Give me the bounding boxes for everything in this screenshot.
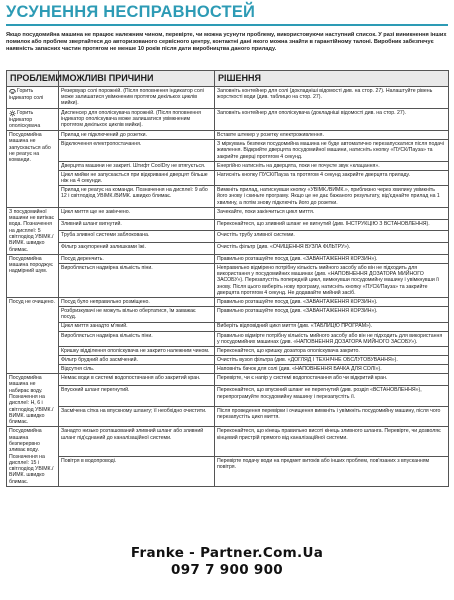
- cause-cell: Виробляється надмірна кількість піни.: [59, 263, 215, 297]
- cause-cell: Резервуар солі порожній. (Після поповнення індикатор солі може залишатися увімкненим протягом декількох циклів мийки).: [59, 87, 215, 109]
- cause-cell: Повітря в водопроводі.: [59, 457, 215, 487]
- problem-text: Горить індикатор солі: [9, 87, 44, 101]
- cause-cell: Занадто низько розташований зливний шланг або зливний шланг під'єднаний до каналізаційної системи.: [59, 427, 215, 457]
- solution-cell: З міркувань безпеки посудомийна машина не буде автоматично перезапускатися після подачі живлення. Відкрийте дверцята посудомийної машини, натисніть кнопку «ПУСК/Пауза» та закрийте дверці протягом 4 секунд.: [215, 140, 449, 162]
- table-row: [7, 322, 449, 331]
- cause-cell: Відключення електропостачання.: [59, 140, 215, 162]
- solution-cell: Заповніть контейнер для солі (докладніші відомості див. на стор. 27). Налаштуйте рівень жорсткості води (див. таблицю на стор. 27).: [215, 87, 449, 109]
- table-row: [7, 307, 449, 322]
- cause-cell: Впускний шланг перегнутий.: [59, 386, 215, 407]
- cause-cell: Посуд деренчить.: [59, 254, 215, 263]
- solution-cell: Правильно розташуйте посуд (див. «ЗАВАНТАЖЕННЯ КОРЗИН»).: [215, 254, 449, 263]
- table-row: [7, 207, 449, 219]
- cause-cell: Кришку відділення ополіскувача не закрито належним чином.: [59, 347, 215, 356]
- cause-cell: Розбризкувачі не можуть вільно обертатися, їм заважає посуд.: [59, 307, 215, 322]
- solution-cell: Переконайтеся, що зливний шланг не вигнутий (див. ІНСТРУКЦІЮ З ВСТАНОВЛЕННЯ).: [215, 219, 449, 231]
- problem-text: Горить індикатор ополіскувача: [9, 109, 41, 129]
- watermark-phone: 097 7 900 900: [171, 562, 283, 578]
- table-row: [7, 298, 449, 307]
- solution-cell: Очистіть вузол фільтра (див. «ДОГЛЯД І ТЕХНІЧНЕ ОБСЛУГОВУВАННЯ»).: [215, 356, 449, 365]
- solution-cell: Очистіть фільтр (див. «ОЧИЩЕННЯ ВУЗЛА ФІЛЬТРУ»).: [215, 243, 449, 255]
- table-row: [7, 406, 449, 427]
- problem-text: Посуд не очищено.: [9, 299, 55, 306]
- solution-cell: Переконайтеся, що кришку дозатора ополіскувача закрито.: [215, 347, 449, 356]
- problem-text: З посудомийної машини не витікає вода. Позначення на дисплеї: 5 світлодіод УВІМК./ВИМК. швидко блимає.: [9, 208, 55, 253]
- problem-cell: [7, 87, 59, 109]
- solution-cell: Перевірте, чи є напір у системі водопостачання або чи відкритий кран.: [215, 374, 449, 386]
- cause-cell: Цикл миття ще не закінчено.: [59, 207, 215, 219]
- table-row: [7, 219, 449, 231]
- solution-cell: Натисніть кнопку ПУСК/Пауза та протягом 4 секунд закрийте дверцята приладу.: [215, 170, 449, 185]
- solution-cell: Правильно відмірте потрібну кількість мийного засобу або він не підходить для використання у посудомийних машинах (див. «НАПОВНЕННЯ ДОЗАТОРА МИЙНОГО ЗАСОБУ»).: [215, 331, 449, 346]
- cause-cell: Диспенсер для ополіскувача порожній. (Після поповнення індикатор ополіскувача може залишатися увімкненим протягом декількох циклів мийки).: [59, 108, 215, 130]
- cause-cell: Прилад не підключений до розетки.: [59, 131, 215, 140]
- table-row: [7, 131, 449, 140]
- salt-indicator-icon: [9, 88, 16, 95]
- solution-cell: Енергійно натисніть на дверцята, поки не почуєте звук «клацання».: [215, 161, 449, 170]
- table-row: [7, 231, 449, 243]
- problem-cell: [7, 374, 59, 427]
- cause-cell: Фільтр закупорений залишками їжі.: [59, 243, 215, 255]
- solution-cell: Наповніть бачок для солі (див. «НАПОВНЕННЯ БАЧКА ДЛЯ СОЛІ»).: [215, 365, 449, 374]
- watermark-brand: Franke - Partner.Com.Ua: [130, 545, 324, 561]
- table-header-row: [7, 71, 449, 87]
- solution-cell: Очистіть трубу зливної системи.: [215, 231, 449, 243]
- solution-cell: Перевірте подачу води на предмет витоків або інших проблем, пов'язаних з впусканням повітря.: [215, 457, 449, 487]
- solution-cell: Після проведення перевірки і очищення вимкніть і увімкніть посудомийну машину, після чого перезапустіть цикл миття.: [215, 406, 449, 427]
- header-causes: МОЖЛИВІ ПРИЧИНИ: [59, 71, 215, 87]
- problem-cell: [7, 298, 59, 374]
- table-row: [7, 170, 449, 185]
- table-row: [7, 365, 449, 374]
- cause-cell: Цикл мийки не запускається при відкриванні дверцят більше ніж на 4 секунди.: [59, 170, 215, 185]
- table-row: [7, 254, 449, 263]
- table-row: [7, 386, 449, 407]
- solution-cell: Правильно розташуйте посуд (див. «ЗАВАНТАЖЕННЯ КОРЗИН»).: [215, 307, 449, 322]
- solution-cell: Виберіть відповідний цикл миття (див. «ТАБЛИЦЮ ПРОГРАМ»).: [215, 322, 449, 331]
- cause-cell: Відсутня сіль.: [59, 365, 215, 374]
- cause-cell: Засмічена сітка на впускному шлангу; її необхідно очистити.: [59, 406, 215, 427]
- problem-text: Посудомийна машина не набирає воду. Позначення на дисплеї: H, 6 і світлодіод УВІМК./ВИМК. швидко блимає.: [9, 375, 54, 426]
- table-row: [7, 347, 449, 356]
- table-row: [7, 108, 449, 130]
- problem-cell: [7, 254, 59, 297]
- cause-cell: Дверцята машини не закриті. Штифт CoolDry не втягується.: [59, 161, 215, 170]
- table-row: [7, 161, 449, 170]
- table-row: [7, 331, 449, 346]
- table-row: [7, 427, 449, 457]
- problem-cell: [7, 427, 59, 486]
- cause-cell: Зливний шланг вигнутий.: [59, 219, 215, 231]
- table-row: [7, 87, 449, 109]
- problem-cell: [7, 131, 59, 208]
- page-title: УСУНЕННЯ НЕСПРАВНОСТЕЙ: [6, 0, 448, 26]
- solution-cell: Вимкніть прилад, натиснувши кнопку «УВІМК./ВИМК.», приблизно через хвилину увімкніть його знову і скиньте програму. Якщо це не дає бажаного результату, від'єднайте прилад на 1 хвилину, а потім знову підключіть його до розетки.: [215, 186, 449, 208]
- table-row: [7, 140, 449, 162]
- cause-cell: Посуд було неправильно розміщено.: [59, 298, 215, 307]
- header-problems: ПРОБЛЕМИ: [7, 71, 59, 87]
- cause-cell: Прилад не реагує на команди. Позначення на дисплеї: 9 або 12 і світлодіод УВІМК./ВИМК. швидко блимає.: [59, 186, 215, 208]
- problem-text: Посудомийна машина не запускається або не реагує на команди.: [9, 131, 51, 164]
- table-body: [7, 87, 449, 487]
- problem-cell: [7, 108, 59, 130]
- problem-text: Посудомийна машина породжує надмірний шум.: [9, 255, 53, 275]
- cause-cell: Труба зливної системи заблокована.: [59, 231, 215, 243]
- solution-cell: Заповніть контейнер для ополіскувача (докладніші відомості див. на стор. 27).: [215, 108, 449, 130]
- problem-text: Посудомийна машина безперервно зливає воду. Позначення на дисплеї: 15 і світлодіод УВІМК./ВИМК. швидко блимає.: [9, 428, 54, 485]
- table-row: [7, 374, 449, 386]
- troubleshooting-table: [6, 70, 449, 487]
- cause-cell: Виробляється надмірна кількість піни.: [59, 331, 215, 346]
- header-solutions: РІШЕННЯ: [215, 71, 449, 87]
- cause-cell: Цикл миття занадто м'який.: [59, 322, 215, 331]
- cause-cell: Фільтр брудний або засмічений.: [59, 356, 215, 365]
- solution-cell: Переконайтеся, що впускний шланг не перегнутий (див. розділ «ВСТАНОВЛЕННЯ»), перепрограмуйте посудомийну машину і перезапустіть її.: [215, 386, 449, 407]
- table-row: [7, 186, 449, 208]
- intro-paragraph: Якщо посудомийна машина не працює належним чином, перевірте, чи можна усунути проблему, використовуючи наступний список. У разі виникнення інших помилок або проблем звертайтеся до авторизованого сервісного центру, контактні дані якого можна знайти в гарантійному талоні. Виробник забезпечує наявність запасних частин протягом не менше 10 років після дати виробництва даного приладу.: [6, 32, 447, 53]
- problem-cell: [7, 207, 59, 254]
- solution-cell: Вставте штекер у розетку електроживлення.: [215, 131, 449, 140]
- solution-cell: Переконайтеся, що кінець правильно висоті кінець зливного шланга. Перевірте, чи дозволяє кінцевий пристрій прямого від каналізаційної системи.: [215, 427, 449, 457]
- table-row: [7, 356, 449, 365]
- rinse-aid-indicator-icon: [9, 110, 16, 117]
- solution-cell: Неправильно відмірено потрібну кількість мийного засобу або він не підходить для використання у посудомийних машинах (див. «НАПОВНЕННЯ ДОЗАТОРА МИЙНОГО ЗАСОБУ»). Перезапустіть попередній цикл, вимкнувши посудомийну машину і увімкнувши її знову. Після цього виберіть нову програму, натисніть кнопку «ПУСК/Пауза» та закрийте дверцята протягом 4 секунд. Не додавайте мийний засіб.: [215, 263, 449, 297]
- table-row: [7, 457, 449, 487]
- cause-cell: Немає води в системі водопостачання або закритий кран.: [59, 374, 215, 386]
- table-row: [7, 263, 449, 297]
- solution-cell: Правильно розташуйте посуд (див. «ЗАВАНТАЖЕННЯ КОРЗИН»).: [215, 298, 449, 307]
- table-row: [7, 243, 449, 255]
- solution-cell: Зачекайте, поки закінчиться цикл миття.: [215, 207, 449, 219]
